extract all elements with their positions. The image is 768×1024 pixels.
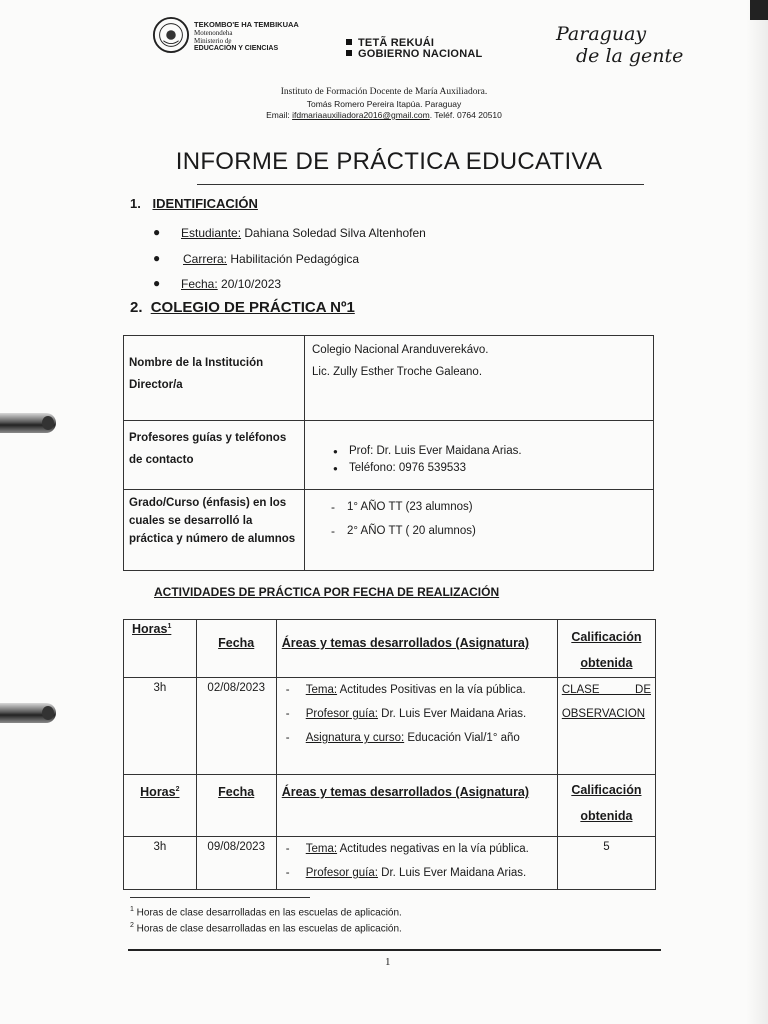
hours-cell: 3h xyxy=(124,678,197,775)
table-value-cell xyxy=(305,421,654,490)
list-item: - Profesor guía: Dr. Luis Ever Maidana Arias. xyxy=(281,861,553,885)
header-areas: Áreas y temas desarrollados (Asignatura) xyxy=(276,775,557,837)
list-item: - 1° AÑO TT (23 alumnos) xyxy=(327,495,646,519)
table-row xyxy=(124,837,656,890)
footnote-1: $^1$ Horas de clase desarrolladas en las escuelas de aplicación. xyxy=(130,906,402,919)
header-hours: Horas$^2$ xyxy=(124,775,197,837)
email-link[interactable]: ifdmariaauxiliadora2016@gmail.com xyxy=(292,110,430,120)
career-item: ● Carrera: Habilitación Pedagógica xyxy=(153,251,360,266)
list-item: ● Teléfono: 0976 539533 xyxy=(329,460,646,477)
square-icon xyxy=(346,39,352,45)
binder-ring xyxy=(0,413,56,433)
student-item: ● Estudiante: Dahiana Soledad Silva Altenhofen xyxy=(153,225,426,240)
header-grade: Calificación obtenida xyxy=(557,775,655,837)
page-number: 1 xyxy=(385,956,391,968)
list-item: - Profesor guía: Dr. Luis Ever Maidana Arias. xyxy=(281,702,553,726)
slogan-line2: de la gente xyxy=(576,45,684,67)
footnote-divider xyxy=(130,897,310,898)
school-info-table xyxy=(123,335,654,571)
table-value-cell: Colegio Nacional Aranduverekávo. Lic. Zully Esther Troche Galeano. xyxy=(305,336,654,421)
gov-line2: GOBIERNO NACIONAL xyxy=(346,48,482,60)
hours-cell: 3h xyxy=(124,837,197,890)
date-cell: 02/08/2023 xyxy=(196,678,276,775)
table-value-cell xyxy=(305,490,654,571)
table-label-cell: Nombre de la Institución Director/a xyxy=(124,336,305,421)
grade-cell: 5 xyxy=(557,837,655,890)
date-cell: 09/08/2023 xyxy=(196,837,276,890)
list-item: ● Prof: Dr. Luis Ever Maidana Arias. xyxy=(329,443,646,460)
date-item: ● Fecha: 20/10/2023 xyxy=(153,276,282,291)
list-item: - 2° AÑO TT ( 20 alumnos) xyxy=(327,519,646,543)
ministry-line1: TEKOMBO'E HA TEMBIKUAA xyxy=(194,20,299,29)
table-row xyxy=(124,336,654,421)
ministry-line4: EDUCACIÓN Y CIENCIAS xyxy=(194,45,279,52)
section-2-heading: 2. COLEGIO DE PRÁCTICA Nº1 xyxy=(130,299,355,316)
list-item: - Asignatura y curso: Educación Vial/1° año xyxy=(281,726,553,750)
table-row xyxy=(124,421,654,490)
institution-contact: Email: ifdmariaauxiliadora2016@gmail.com. Teléf. 0764 20510 xyxy=(266,110,502,120)
areas-cell xyxy=(276,678,557,775)
activities-heading: ACTIVIDADES DE PRÁCTICA POR FECHA DE REALIZACIÓN xyxy=(154,585,500,599)
institution-name: Instituto de Formación Docente de María Auxiliadora. xyxy=(280,87,488,97)
table-label-cell: Grado/Curso (énfasis) en los cuales se desarrolló la práctica y número de alumnos xyxy=(124,490,305,571)
binder-ring xyxy=(0,703,56,723)
institution-address: Tomás Romero Pereira Itapúa. Paraguay xyxy=(306,99,462,109)
header-areas: Áreas y temas desarrollados (Asignatura) xyxy=(276,620,557,678)
grade-cell: CLASE DE OBSERVACION xyxy=(557,678,655,775)
gov-line1: TETÃ REKUÁI xyxy=(346,37,434,49)
background-edge xyxy=(750,0,768,20)
square-icon xyxy=(346,50,352,56)
table-header-row xyxy=(124,620,656,678)
ministry-line2: Motenondeha xyxy=(194,29,233,37)
activities-table xyxy=(123,619,656,890)
ministry-seal-icon xyxy=(152,16,190,54)
footnote-2: $^2$ Horas de clase desarrolladas en las escuelas de aplicación. xyxy=(130,922,402,935)
page-title: INFORME DE PRÁCTICA EDUCATIVA xyxy=(175,148,603,175)
header-date: Fecha xyxy=(196,620,276,678)
ministry-line3: Ministerio de xyxy=(194,37,232,45)
table-label-cell: Profesores guías y teléfonos de contacto xyxy=(124,421,305,490)
divider xyxy=(197,184,644,185)
areas-cell xyxy=(276,837,557,890)
header-hours: Horas$^1$ xyxy=(124,620,197,678)
header-date: Fecha xyxy=(196,775,276,837)
list-item: - Tema: Actitudes negativas en la vía pública. xyxy=(281,837,553,861)
footer-divider xyxy=(128,949,661,951)
table-row xyxy=(124,490,654,571)
header-grade: Calificación obtenida xyxy=(557,620,655,678)
table-header-row xyxy=(124,775,656,837)
section-1-heading: 1. IDENTIFICACIÓN xyxy=(130,196,258,211)
table-row xyxy=(124,678,656,775)
list-item: - Tema: Actitudes Positivas en la vía pública. xyxy=(281,678,553,702)
slogan-line1: Paraguay xyxy=(556,23,647,45)
